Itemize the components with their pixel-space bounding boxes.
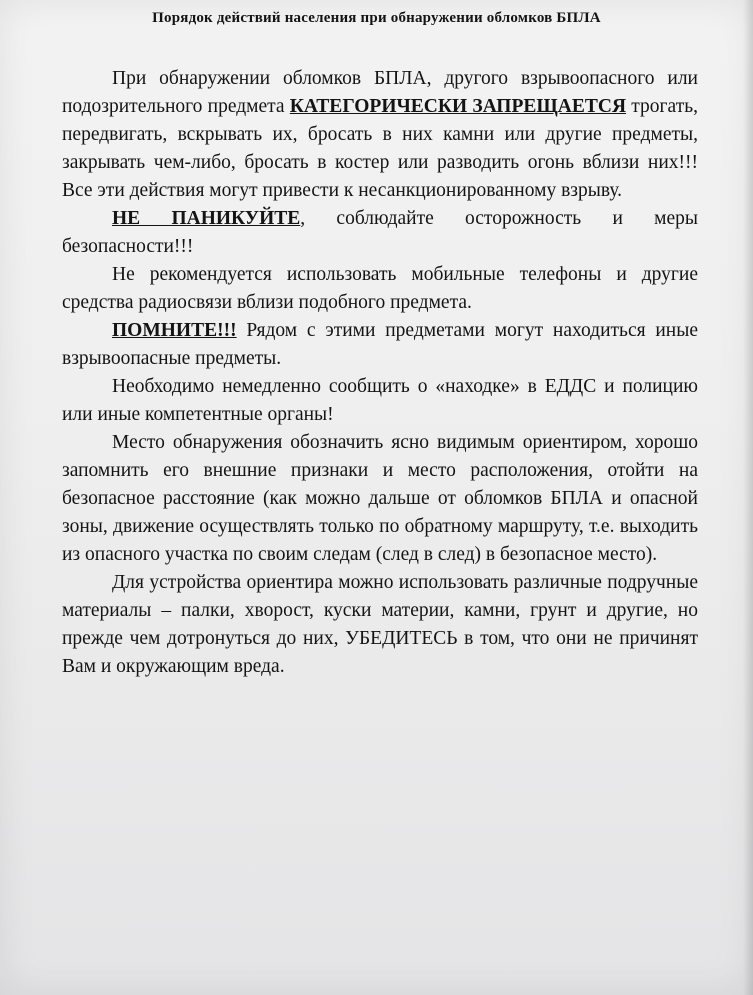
document-title: Порядок действий населения при обнаружении обломков БПЛА — [152, 10, 601, 26]
document-body — [62, 65, 698, 681]
paragraph-remember — [62, 317, 698, 373]
paragraph-prohibition — [62, 65, 698, 205]
paragraph-prohibition-rest: трогать, передвигать, вскрывать их, бросать в них камни или другие предметы, закрывать чем-либо, бросать в костер или разводить огонь вблизи них!!! Все эти действия могут привести к несанкционированному взрыву. — [62, 96, 698, 201]
paragraph-prohibition-intro: При обнаружении обломков БПЛА, другого взрывоопасного или подозрительного предмета — [62, 68, 698, 117]
remember-emphasis: ПОМНИТЕ!!! — [112, 320, 237, 341]
no-panic-emphasis: НЕ ПАНИКУЙТЕ — [112, 208, 301, 229]
page-edge-shadow — [743, 0, 753, 995]
paragraph-remember-rest: Рядом с этими предметами могут находиться иные взрывоопасные предметы. — [62, 320, 698, 369]
paragraph-mark-location: Место обнаружения обозначить ясно видимым ориентиром, хорошо запомнить его внешние признаки и место расположения, отойти на безопасное расстояние (как можно дальше от обломков БПЛА и опасной зоны, движение осуществлять только по обратному маршруту, т.е. выходить из опасного участка по своим следам (след в след) в безопасное место). — [62, 432, 698, 565]
paragraph-report: Необходимо немедленно сообщить о «находке» в ЕДДС и полицию или иные компетентные органы! — [62, 376, 698, 425]
paragraph-landmark-materials: Для устройства ориентира можно использовать различные подручные материалы – палки, хворост, куски материи, камни, грунт и другие, но прежде чем дотронуться до них, УБЕДИТЕСЬ в том, что они не причинят Вам и окружающим вреда. — [62, 572, 698, 677]
paragraph-no-panic — [62, 205, 698, 261]
paragraph-no-panic-rest: , соблюдайте осторожность и меры безопасности!!! — [62, 208, 698, 257]
prohibited-emphasis: КАТЕГОРИЧЕСКИ ЗАПРЕЩАЕТСЯ — [289, 96, 627, 117]
paragraph-phones: Не рекомендуется использовать мобильные телефоны и другие средства радиосвязи вблизи подобного предмета. — [62, 264, 698, 313]
